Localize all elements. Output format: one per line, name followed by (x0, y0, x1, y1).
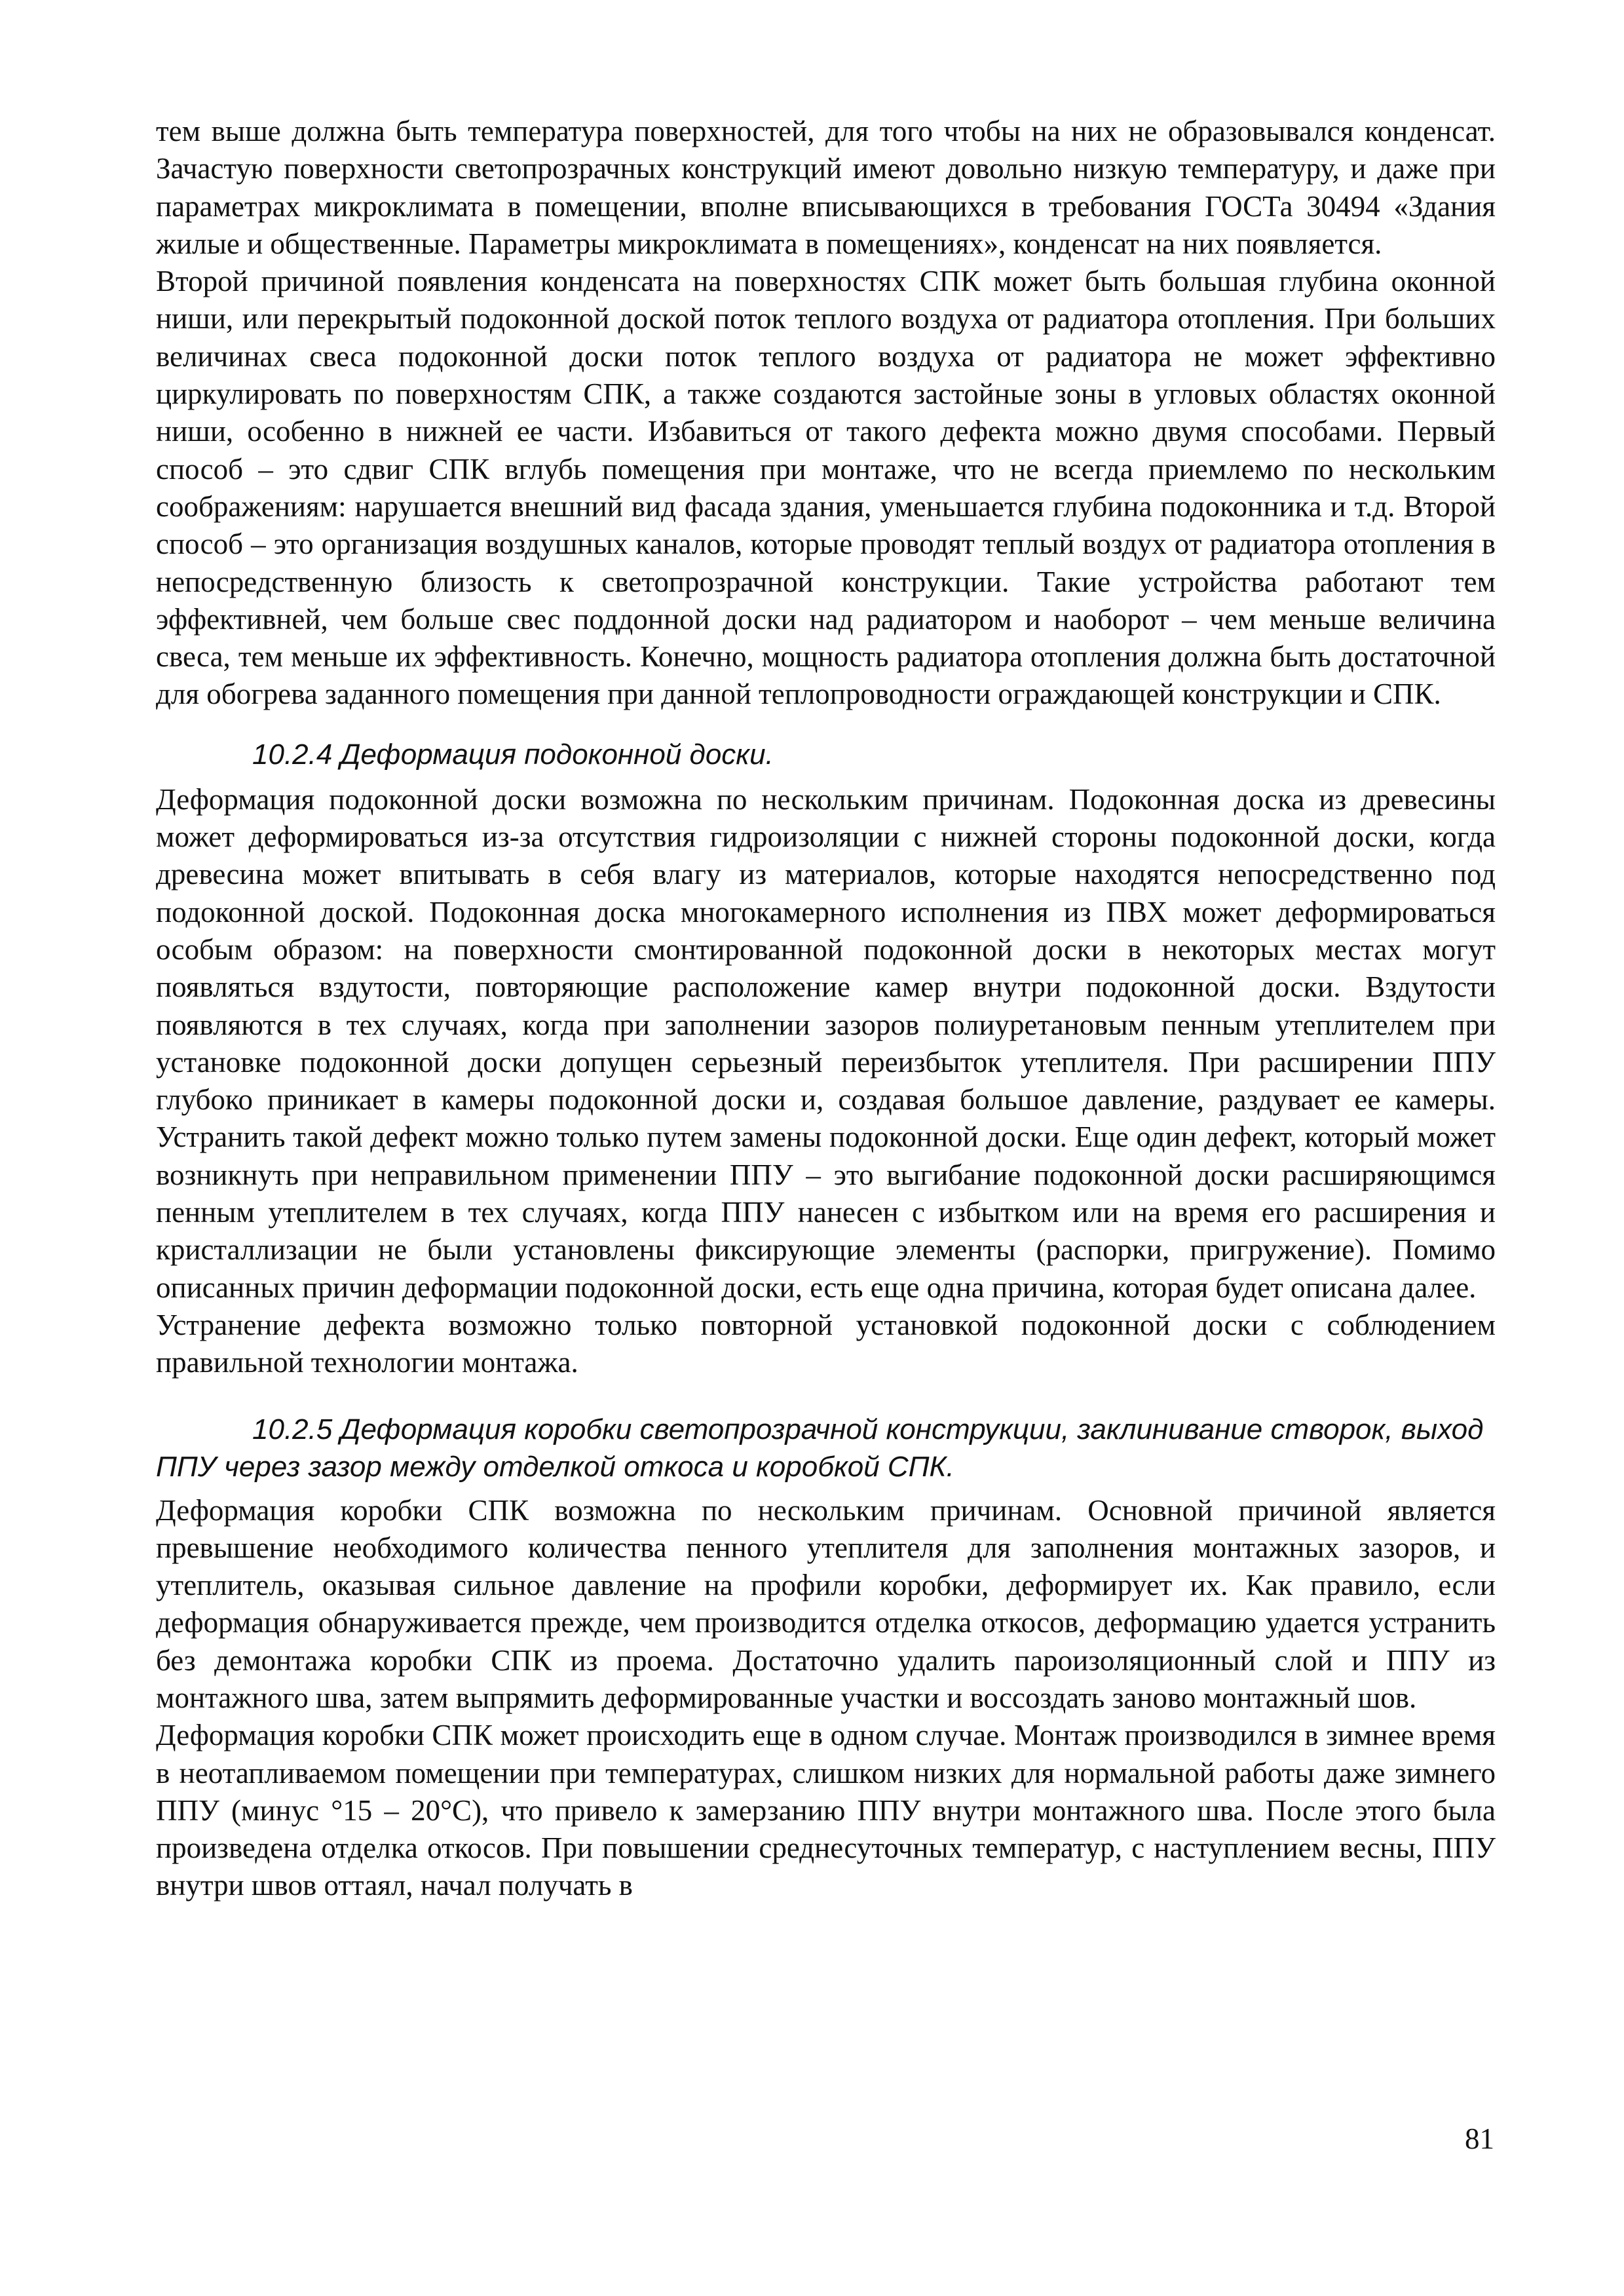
paragraph-sill-fix: Устранение дефекта возможно только повторной установкой подоконной доски с соблюдением правильной технологии монтажа. (156, 1308, 1496, 1379)
paragraph-winter-installation: Деформация коробки СПК может происходить еще в одном случае. Монтаж производился в зимнее время в неотапливаемом помещении при температурах, слишком низких для нормальной работы даже зимнего ППУ (минус °15 – 20°С), что привело к замерзанию ППУ внутри монтажного шва. После этого была произведена отделка откосов. При повышении среднесуточных температур, с наступлением весны, ППУ внутри швов оттаял, начал получать в (156, 1719, 1496, 1902)
section-heading-10-2-5: 10.2.5 Деформация коробки светопрозрачной конструкции, заклинивание створок, выход ППУ через зазор между отделкой откоса и коробкой СПК. (156, 1413, 1484, 1483)
page-body (156, 113, 1496, 1905)
paragraph-window-niche-depth: Второй причиной появления конденсата на поверхностях СПК может быть большая глубина оконной ниши, или перекрытый подоконной доской поток теплого воздуха от радиатора отопления. При больших величинах свеса подоконной доски поток теплого воздуха от радиатора не может эффективно циркулировать по поверхностям СПК, а также создаются застойные зоны в угловых областях оконной ниши, особенно в нижней ее части. Избавиться от такого дефекта можно двумя способами. Первый способ – это сдвиг СПК вглубь помещения при монтаже, что не всегда приемлемо по нескольким соображениям: нарушается внешний вид фасада здания, уменьшается глубина подоконника и т.д. Второй способ – это организация воздушных каналов, которые проводят теплый воздух от радиатора отопления в непосредственную близость к светопрозрачной конструкции. Такие устройства работают тем эффективней, чем больше свес поддонной доски над радиатором и наоборот – чем меньше величина свеса, тем меньше их эффективность. Конечно, мощность радиатора отопления должна быть достаточной для обогрева заданного помещения при данной теплопроводности ограждающей конструкции и СПК. (156, 265, 1496, 711)
paragraph-condensate-temperature: тем выше должна быть температура поверхностей, для того чтобы на них не образовывался конденсат. Зачастую поверхности светопрозрачных конструкций имеют довольно низкую температуру, и даже при параметрах микроклимата в помещении, вполне вписывающихся в требования ГОСТа 30494 «Здания жилые и общественные. Параметры микроклимата в помещениях», конденсат на них появляется. (156, 115, 1496, 260)
page-number: 81 (1465, 2122, 1494, 2155)
paragraph-frame-deformation: Деформация коробки СПК возможна по нескольким причинам. Основной причиной является превышение необходимого количества пенного утеплителя для заполнения монтажных зазоров, и утеплитель, оказывая сильное давление на профили коробки, деформирует их. Как правило, если деформация обнаруживается прежде, чем производится отделка откосов, деформацию удается устранить без демонтажа коробки СПК из проема. Достаточно удалить пароизоляционный слой и ППУ из монтажного шва, затем выпрямить деформированные участки и воссоздать заново монтажный шов. (156, 1493, 1496, 1714)
paragraph-sill-deformation: Деформация подоконной доски возможна по нескольким причинам. Подоконная доска из древесины может деформироваться из-за отсутствия гидроизоляции с нижней стороны подоконной доски, когда древесина может впитывать в себя влагу из материалов, которые находятся непосредственно под подоконной доской. Подоконная доска многокамерного исполнения из ПВХ может деформироваться особым образом: на поверхности смонтированной подоконной доски в некоторых местах могут появляться вздутости, повторяющие расположение камер внутри подоконной доски. Вздутости появляются в тех случаях, когда при заполнении зазоров полиуретановым пенным утеплителем при установке подоконной доски допущен серьезный переизбыток утеплителя. При расширении ППУ глубоко приникает в камеры подоконной доски и, создавая большое давление, раздувает ее камеры. Устранить такой дефект можно только путем замены подоконной доски. Еще один дефект, который может возникнуть при неправильном применении ППУ – это выгибание подоконной доски расширяющимся пенным утеплителем в тех случаях, когда ППУ нанесен с избытком или на время его расширения и кристаллизации не были установлены фиксирующие элементы (распорки, пригружение). Помимо описанных причин деформации подоконной доски, есть еще одна причина, которая будет описана далее. (156, 782, 1496, 1304)
section-heading-10-2-4: 10.2.4 Деформация подоконной доски. (252, 738, 774, 771)
